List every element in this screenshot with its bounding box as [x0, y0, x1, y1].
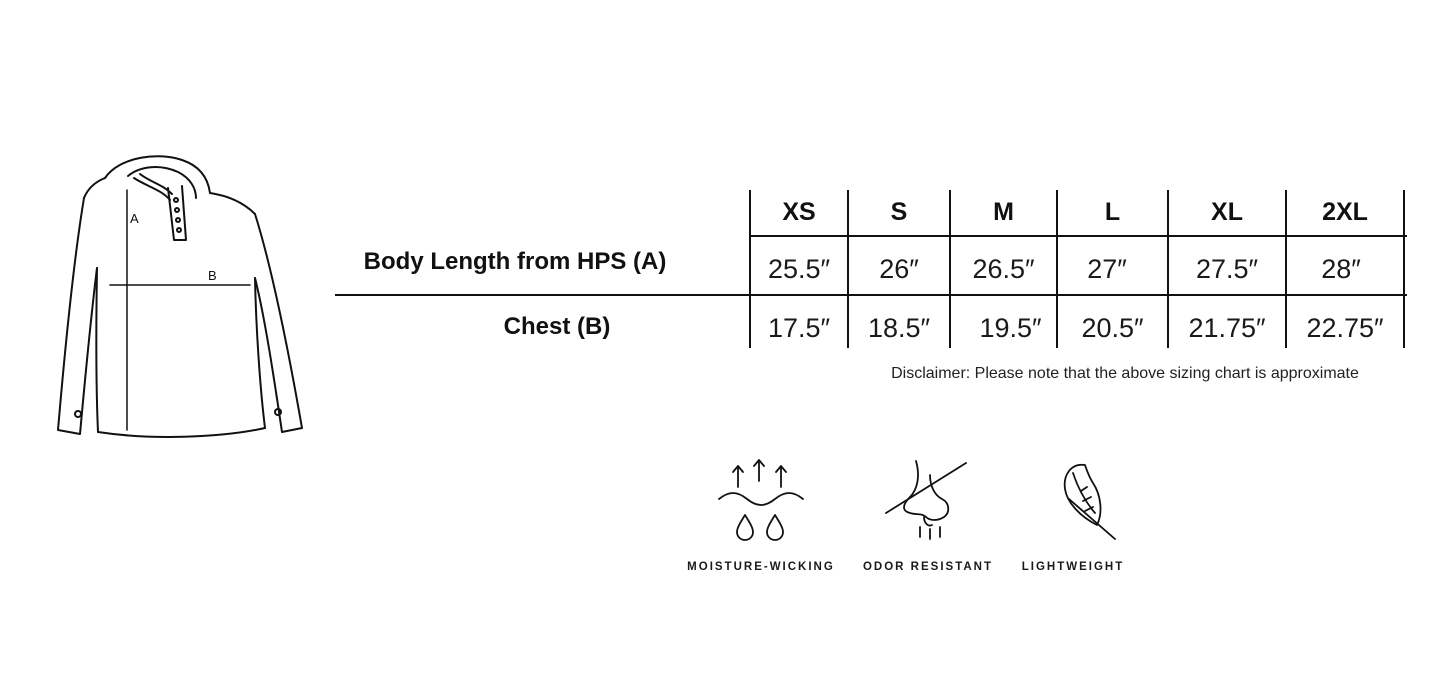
feature-moisture-wicking	[676, 455, 846, 573]
feature-label-odor-resistant: ODOR RESISTANT	[862, 561, 993, 573]
sizing-disclaimer: Disclaimer: Please note that the above sizing chart is approximate	[891, 365, 1359, 382]
cell-chest-2xl: 22.75″	[1306, 313, 1384, 343]
feature-label-lightweight: LIGHTWEIGHT	[1021, 561, 1125, 573]
cell-body-length-xs: 25.5″	[767, 254, 831, 284]
cell-body-length-xl: 27.5″	[1195, 254, 1259, 284]
size-header-xs: XS	[782, 198, 816, 226]
row-label-chest: Chest (B)	[503, 313, 611, 340]
hoodie-diagram	[50, 148, 312, 443]
feature-label-moisture-wicking: MOISTURE-WICKING	[687, 561, 835, 573]
cell-chest-xs: 17.5″	[767, 313, 831, 343]
cell-chest-s: 18.5″	[867, 313, 931, 343]
cell-body-length-l: 27″	[1087, 254, 1127, 284]
cell-body-length-m: 26.5″	[972, 254, 1035, 284]
size-header-l: L	[1104, 198, 1121, 226]
measure-label-a: A	[130, 211, 139, 226]
size-header-xl: XL	[1211, 198, 1243, 226]
size-header-m: M	[993, 198, 1014, 226]
moisture-wicking-icon	[713, 455, 809, 545]
cell-chest-m: 19.5″	[979, 313, 1042, 343]
odor-resistant-icon	[880, 455, 976, 545]
size-header-2xl: 2XL	[1322, 198, 1368, 226]
measure-label-b: B	[208, 268, 217, 283]
row-label-body-length: Body Length from HPS (A)	[363, 248, 667, 275]
size-header-s: S	[890, 198, 908, 226]
cell-chest-l: 20.5″	[1081, 313, 1144, 343]
lightweight-icon	[1025, 455, 1121, 545]
feature-lightweight	[988, 455, 1158, 573]
cell-body-length-s: 26″	[879, 254, 919, 284]
cell-chest-xl: 21.75″	[1188, 313, 1266, 343]
cell-body-length-2xl: 28″	[1321, 254, 1361, 284]
